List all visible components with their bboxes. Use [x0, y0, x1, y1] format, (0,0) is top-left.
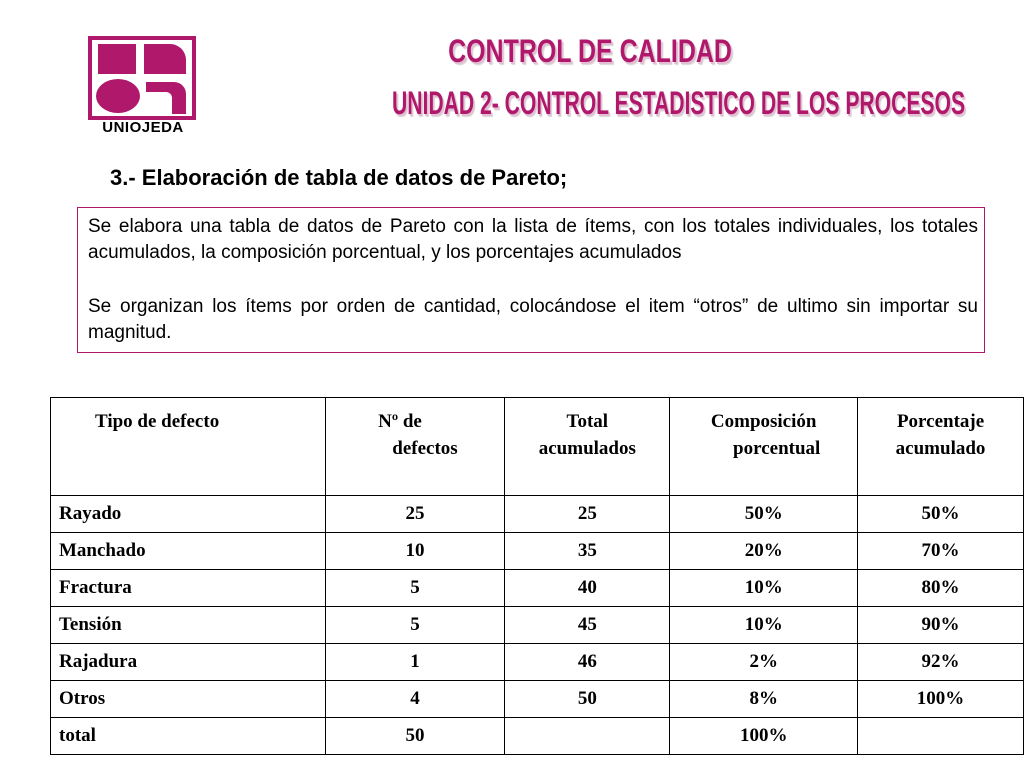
cell-composicion: 20% — [670, 533, 858, 570]
table-row — [51, 496, 1024, 533]
table-total-row — [51, 718, 1024, 755]
header-text: acumulado — [895, 438, 986, 459]
cell-porcentaje-acumulado: 90% — [858, 607, 1024, 644]
cell-composicion: 100% — [670, 718, 858, 755]
cell-composicion: 10% — [670, 570, 858, 607]
cell-composicion: 8% — [670, 681, 858, 718]
logo-text: UNIOJEDA — [102, 119, 184, 136]
table-row — [51, 607, 1024, 644]
cell-total-acumulado: 50 — [505, 681, 670, 718]
cell-tipo: Otros — [51, 681, 326, 718]
description-paragraph-1: Se elabora una tabla de datos de Pareto con la lista de ítems, con los totales individuales, los totales acumulados, la composición porcentual, y los porcentajes acumulados — [88, 216, 978, 263]
cell-total-acumulado: 35 — [505, 533, 670, 570]
cell-defectos: 1 — [325, 644, 505, 681]
cell-defectos: 50 — [325, 718, 505, 755]
table-row — [51, 644, 1024, 681]
cell-porcentaje-acumulado: 100% — [858, 681, 1024, 718]
header-numero-defectos — [325, 398, 505, 496]
cell-tipo: Manchado — [51, 533, 326, 570]
header-text: Composición — [710, 411, 817, 432]
course-title: CONTROL DE CALIDAD — [448, 33, 732, 69]
cell-porcentaje-acumulado: 50% — [858, 496, 1024, 533]
cell-total-acumulado: 46 — [505, 644, 670, 681]
description-paragraph-2: Se organizan los ítems por orden de cantidad, colocándose el item “otros” de ultimo sin importar su magnitud. — [88, 296, 978, 343]
cell-total-acumulado: 40 — [505, 570, 670, 607]
table-row — [51, 570, 1024, 607]
cell-composicion: 50% — [670, 496, 858, 533]
uniojeda-logo-mark — [88, 36, 198, 120]
pareto-table — [50, 397, 1024, 755]
header-total-acumulados — [505, 398, 670, 496]
cell-defectos: 4 — [325, 681, 505, 718]
uniojeda-logo — [88, 36, 198, 140]
cell-defectos: 5 — [325, 570, 505, 607]
table-row — [51, 533, 1024, 570]
header-text: Nº de — [378, 411, 422, 432]
cell-tipo: Tensión — [51, 607, 326, 644]
header-text: Porcentaje — [896, 411, 985, 432]
cell-porcentaje-acumulado: 92% — [858, 644, 1024, 681]
header-text: Total — [566, 411, 609, 432]
cell-porcentaje-acumulado — [858, 718, 1024, 755]
cell-defectos: 25 — [325, 496, 505, 533]
cell-total-acumulado: 25 — [505, 496, 670, 533]
header-text: defectos — [392, 438, 458, 459]
section-heading: 3.- Elaboración de tabla de datos de Pareto; — [110, 165, 568, 190]
header-composicion-porcentual — [670, 398, 858, 496]
header-text: acumulados — [538, 438, 636, 459]
cell-tipo: Rayado — [51, 496, 326, 533]
header-text: porcentual — [733, 438, 821, 459]
cell-porcentaje-acumulado: 80% — [858, 570, 1024, 607]
table-header-row — [51, 398, 1024, 496]
table-row — [51, 681, 1024, 718]
cell-porcentaje-acumulado: 70% — [858, 533, 1024, 570]
header-text: Tipo de defecto — [95, 411, 220, 432]
unit-title: UNIDAD 2- CONTROL ESTADISTICO DE LOS PROCESOS — [392, 85, 966, 121]
header-tipo-defecto — [51, 398, 326, 496]
cell-defectos: 5 — [325, 607, 505, 644]
cell-tipo: Rajadura — [51, 644, 326, 681]
cell-total-acumulado: 45 — [505, 607, 670, 644]
cell-tipo: Fractura — [51, 570, 326, 607]
description-box — [77, 207, 985, 353]
cell-defectos: 10 — [325, 533, 505, 570]
cell-total-acumulado — [505, 718, 670, 755]
cell-tipo: total — [51, 718, 326, 755]
header-porcentaje-acumulado — [858, 398, 1024, 496]
cell-composicion: 2% — [670, 644, 858, 681]
cell-composicion: 10% — [670, 607, 858, 644]
